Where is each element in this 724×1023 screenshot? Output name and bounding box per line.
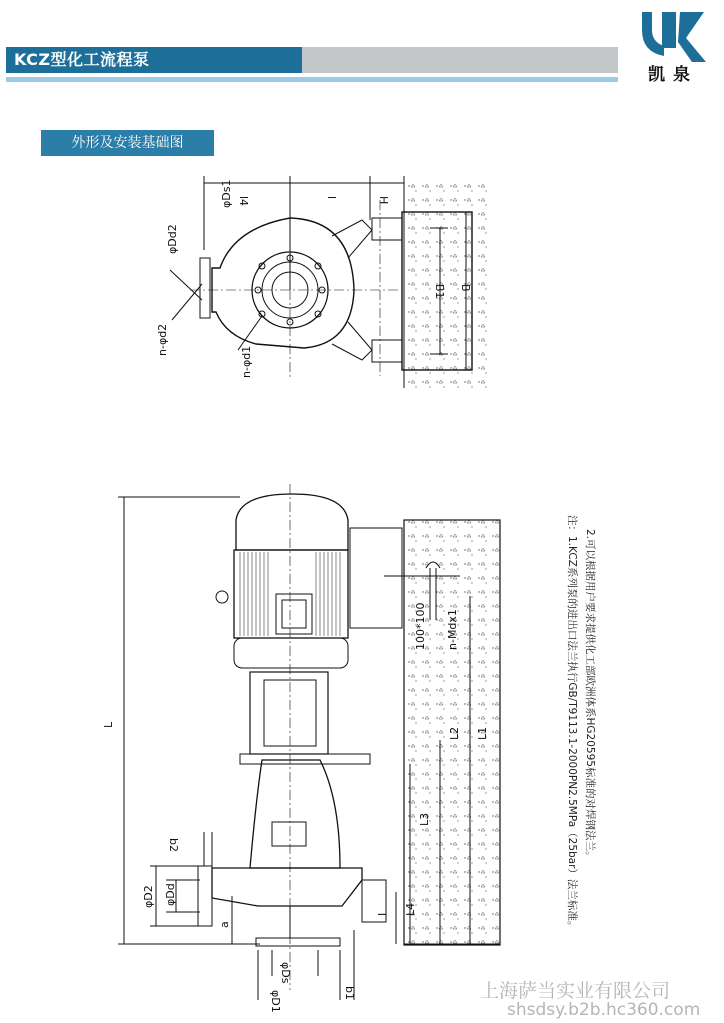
label-mdx: n-Mdx1 (446, 609, 459, 650)
label-b: B (459, 284, 472, 292)
label-dd2: φDd2 (166, 224, 179, 254)
side-view (118, 484, 500, 1000)
label-b2: b2 (167, 838, 180, 852)
note-1: 注：1.KCZ系列泵的进出口法兰执行GB/T9113.1-2000PN2.5MPa（25bar）法兰标准。 (566, 515, 578, 932)
watermark-url: shsdsy.b2b.hc360.com (507, 1000, 701, 1020)
label-ds: φDs (279, 962, 292, 984)
label-l: l (325, 196, 338, 200)
label-nd2: n-φd2 (156, 323, 169, 356)
label-d2: φD2 (142, 885, 155, 908)
top-view (170, 176, 488, 388)
notes-block (560, 515, 610, 975)
top-foundation (404, 178, 488, 388)
note-2: 2.可以根据用户要求提供化工部欧洲体系HG20595标准的对焊钢法兰。 (584, 529, 596, 862)
label-dd: φDd (164, 883, 177, 906)
label-h: H (377, 196, 390, 205)
label-i: I (376, 912, 389, 916)
label-L: L (102, 721, 115, 728)
label-l4-side: L4 (404, 902, 417, 916)
label-l1: L1 (476, 726, 489, 740)
label-l3: L3 (418, 812, 431, 826)
label-nd1: n-φd1 (240, 345, 253, 378)
label-b1: B1 (433, 284, 446, 299)
label-bolt-size: 100*100 (414, 602, 427, 650)
page-title: KCZ型化工流程泵 (14, 50, 150, 69)
label-b1-side: b1 (343, 986, 356, 1000)
label-l4: l4 (237, 196, 250, 207)
label-a: a (218, 921, 231, 928)
logo-brand-text: 凯泉 (648, 65, 698, 85)
label-l2: L2 (448, 726, 461, 740)
label-d1: φD1 (269, 990, 282, 1013)
section-title: 外形及安装基础图 (41, 130, 214, 156)
watermark-company: 上海萨当实业有限公司 (480, 980, 671, 1002)
label-dds1: φDs1 (220, 179, 233, 208)
